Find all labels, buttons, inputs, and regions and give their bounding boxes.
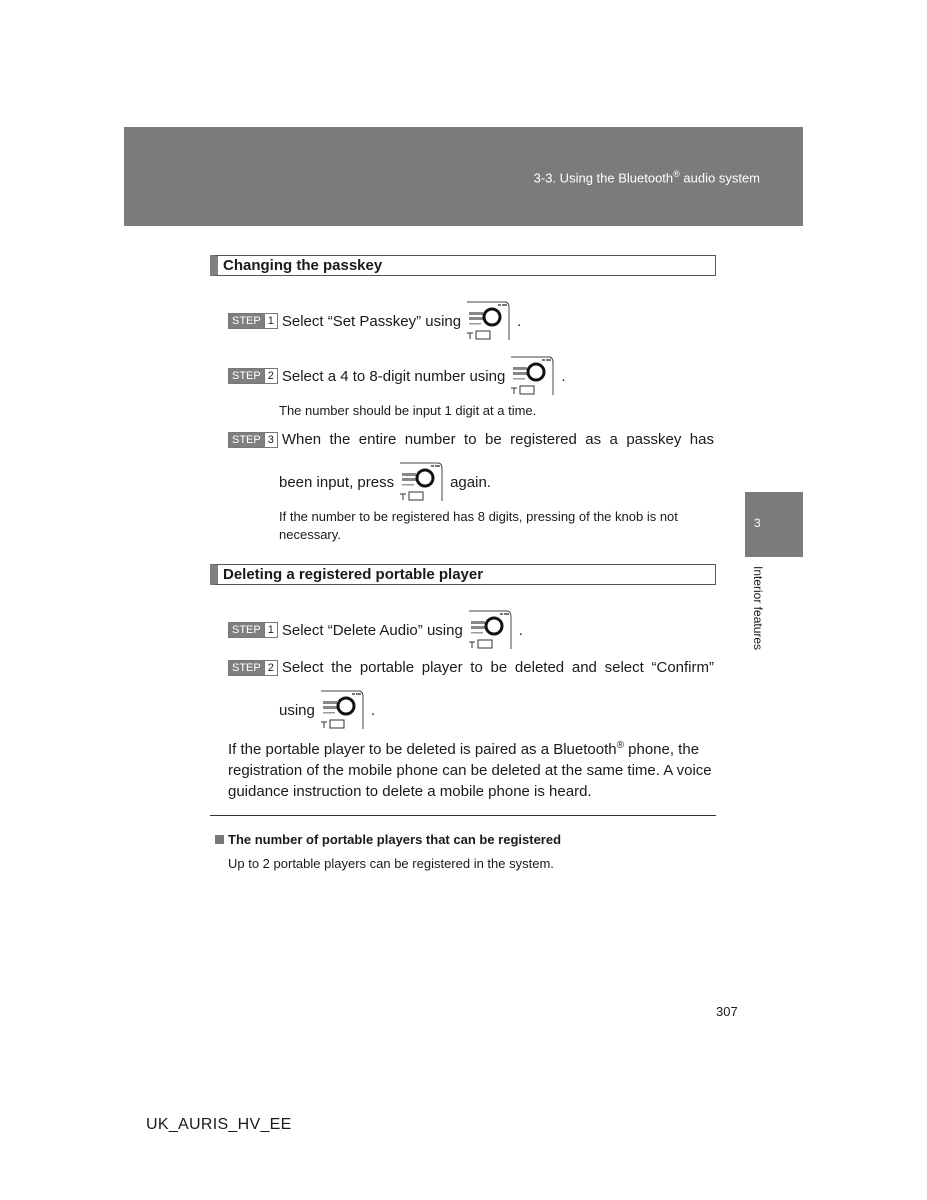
section-heading-delete: Deleting a registered portable player: [210, 564, 716, 585]
section-heading-passkey: Changing the passkey: [210, 255, 716, 276]
step-text: Select “Set Passkey” using: [281, 312, 462, 330]
step-text: using: [279, 701, 315, 719]
passkey-step-3-note: If the number to be registered has 8 digits, pressing of the knob is not necessary.: [279, 509, 678, 542]
step-after: again.: [450, 473, 491, 491]
tune-sel-knob-icon: [319, 689, 367, 731]
tune-sel-knob-icon: [398, 461, 446, 503]
page-number: 307: [716, 1004, 738, 1019]
tune-sel-knob-icon: [509, 355, 557, 397]
section-divider: [210, 815, 716, 816]
step-text: been input, press: [279, 473, 395, 491]
passkey-step-2-note: The number should be input 1 digit at a time.: [279, 403, 537, 418]
square-bullet-icon: [215, 835, 224, 844]
step-badge: STEP 1: [228, 313, 278, 329]
header-title: 3-3. Using the Bluetooth® audio system: [533, 169, 760, 186]
step-badge: STEP 1: [228, 622, 278, 638]
step-text: Select the portable player to be deleted and select “Confirm”: [281, 659, 714, 676]
delete-step-2: [228, 659, 714, 676]
step-after: .: [370, 701, 376, 719]
delete-step-2-cont: [279, 689, 375, 731]
chapter-number: 3: [754, 516, 761, 530]
passkey-step-3: [228, 431, 714, 448]
tune-sel-knob-icon: [465, 300, 513, 342]
footer-code: UK_AURIS_HV_EE: [146, 1116, 292, 1133]
info-body: Up to 2 portable players can be registered in the system.: [228, 856, 554, 871]
passkey-step-1: [228, 300, 521, 342]
chapter-label: Interior features: [751, 566, 765, 651]
step-after: .: [561, 367, 566, 385]
delete-paragraph: If the portable player to be deleted is paired as a Bluetooth® phone, the registration of the mobile phone can be deleted at the same time. A voice guidance instruction to delete a mobile phone is heard.: [228, 740, 712, 800]
chapter-tab[interactable]: [745, 492, 803, 557]
passkey-step-2: [228, 355, 566, 397]
step-after: .: [517, 312, 522, 330]
step-badge: STEP 3: [228, 432, 278, 448]
passkey-step-3-cont: [279, 461, 491, 503]
step-after: .: [518, 621, 523, 639]
delete-step-1: [228, 609, 523, 651]
step-text: Select “Delete Audio” using: [281, 621, 463, 639]
step-badge: STEP 2: [228, 368, 278, 384]
step-text: When the entire number to be registered as a passkey has: [281, 431, 714, 448]
step-text: Select a 4 to 8-digit number using: [281, 367, 506, 385]
tune-sel-knob-icon: [467, 609, 515, 651]
header-band: [124, 127, 803, 226]
info-heading: The number of portable players that can be registered: [215, 832, 561, 847]
step-badge: STEP 2: [228, 660, 278, 676]
